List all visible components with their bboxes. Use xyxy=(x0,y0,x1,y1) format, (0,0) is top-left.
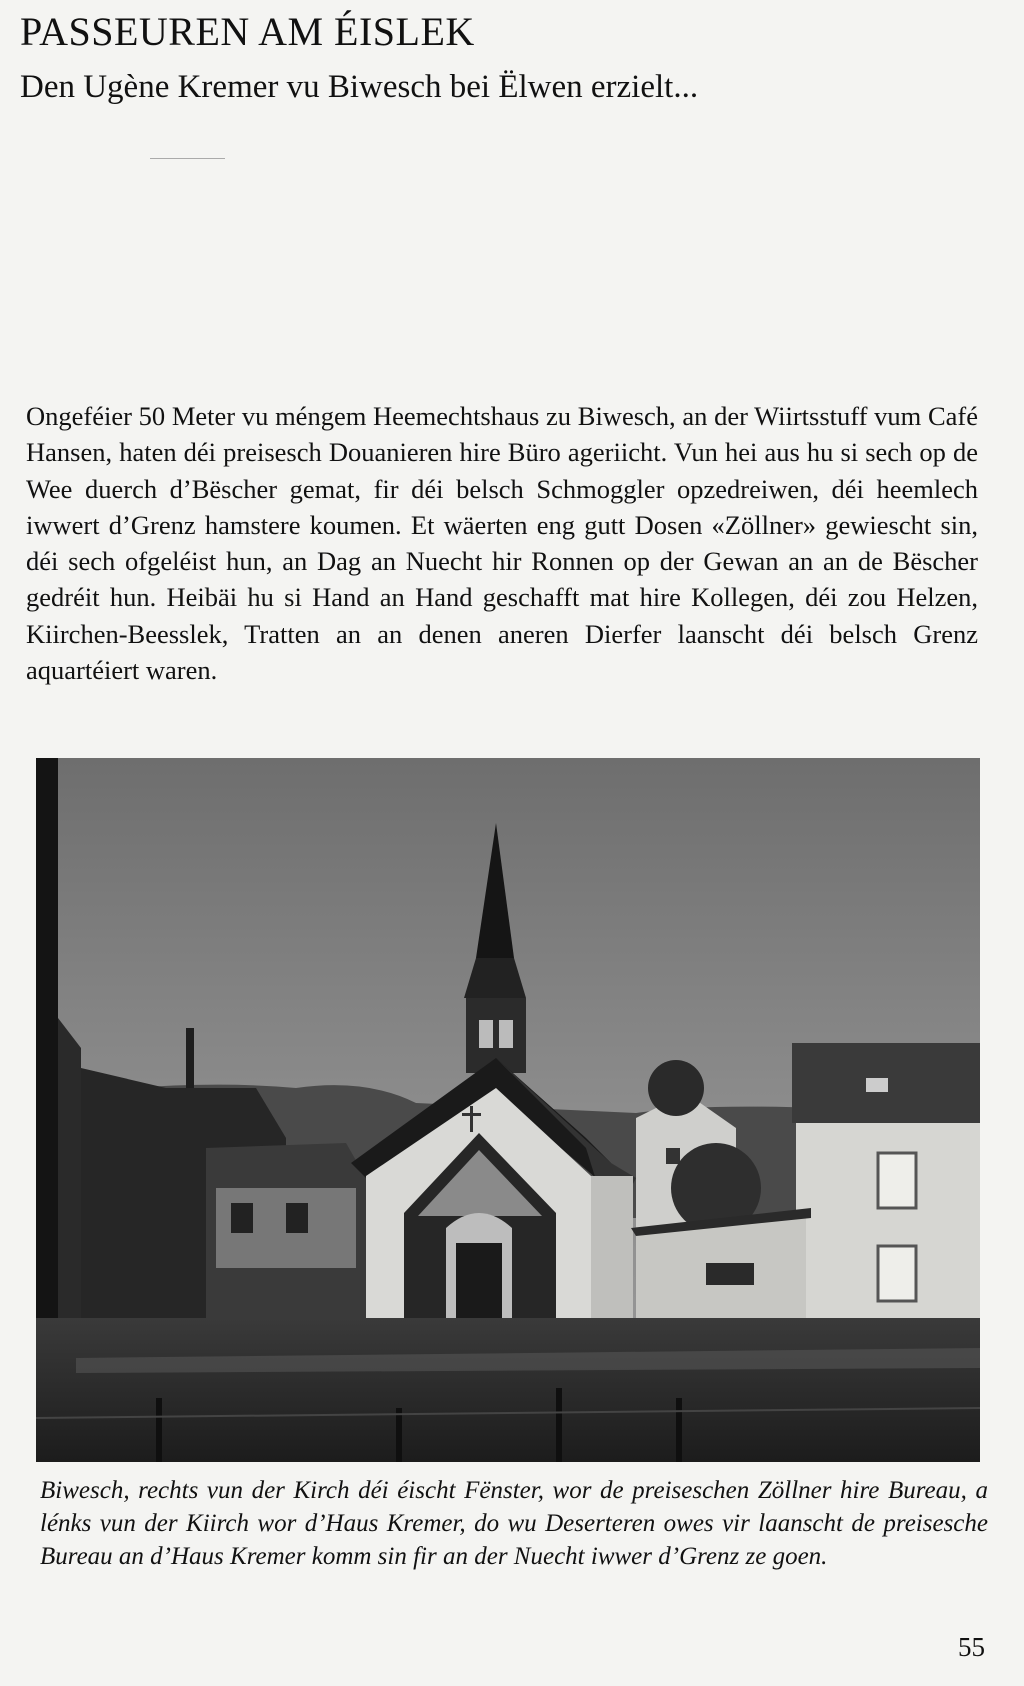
divider-rule xyxy=(150,158,225,159)
page-subtitle: Den Ugène Kremer vu Biwesch bei Ëlwen erzielt... xyxy=(20,69,699,105)
photo-caption: Biwesch, rechts vun der Kirch déi éischt Fënster, wor de preiseschen Zöllner hire Bureau, a lénks vun der Kiirch wor d’Haus Kremer, do wu Deserteren owes vir laanscht de preisesche Bureau an d’Haus Kremer komm sin fir an der Nuecht iwwer d’Grenz ze goen. xyxy=(40,1477,988,1570)
page-number: 55 xyxy=(958,1632,985,1662)
page-title: PASSEUREN AM ÉISLEK xyxy=(20,9,475,54)
body-paragraph: Ongeféier 50 Meter vu méngem Heemechtshaus zu Biwesch, an der Wiirtsstuff vum Café Hansen, haten déi preisesch Douanieren hire Büro ageriicht. Vun hei aus hu si sech op de Wee duerch d’Bëscher gemat, fir déi belsch Schmoggler opzedreiwen, déi heemlech iwwert d’Grenz hamstere koumen. Et wäerten eng gutt Dosen «Zöllner» gewiescht sin, déi sech ofgeléist hun, an Dag an Nuecht hir Ronnen op der Gewan an an de Bëscher gedréit hun. Heibäi hu si Hand an Hand geschafft mat hire Kollegen, déi zou Helzen, Kiirchen-Beesslek, Tratten an an denen aneren Dierfer laanscht déi belsch Grenz aquartéiert waren. xyxy=(26,401,978,686)
church-photo xyxy=(36,758,980,1462)
